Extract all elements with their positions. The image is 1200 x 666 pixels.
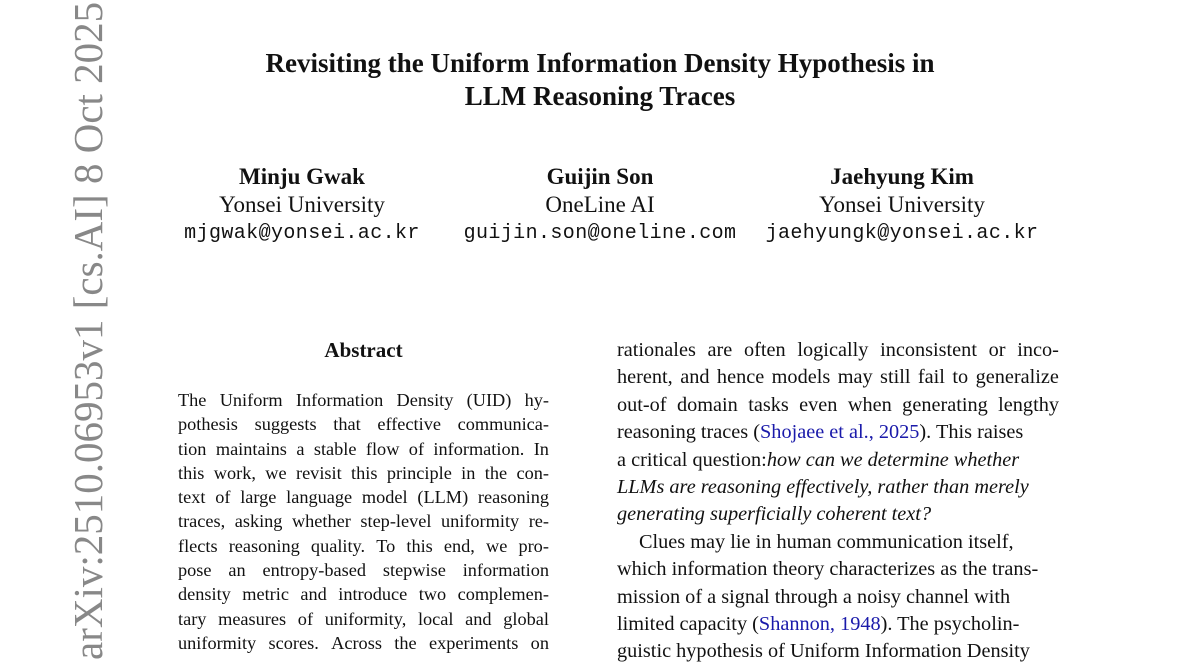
author-block: [152, 163, 452, 249]
body-text: reasoning traces (: [617, 421, 761, 444]
author-name: Guijin Son: [546, 164, 654, 189]
body-line: mission of a signal through a noisy channel with: [617, 585, 1011, 608]
body-line: [617, 501, 1059, 528]
paragraph-start-line: Clues may lie in human communication itself,: [639, 530, 1014, 553]
body-line: [617, 611, 1059, 638]
citation-link[interactable]: Shojaee et al., 2025: [760, 421, 920, 444]
body-line: rationales are often logically inconsistent or inco-: [617, 339, 1059, 361]
body-line: [617, 447, 1059, 474]
abstract-line: uniformity scores. Across the experiments on: [178, 632, 549, 653]
author-email: mjgwak@yonsei.ac.kr: [184, 222, 420, 245]
abstract-line: traces, asking whether step-level uniformity re-: [178, 511, 549, 532]
body-line: [617, 474, 1059, 501]
abstract-line: this work, we revisit this principle in the con-: [178, 462, 549, 483]
abstract-body: [178, 388, 549, 655]
body-line: guistic hypothesis of Uniform Information Density: [617, 640, 1030, 663]
abstract-line: tary measures of uniformity, local and global: [178, 608, 549, 629]
body-text: a critical question:: [617, 448, 767, 471]
abstract-line: pothesis suggests that effective communica-: [178, 414, 549, 435]
citation-link[interactable]: Shannon, 1948: [758, 613, 881, 636]
arxiv-stamp: arXiv:2510.06953v1 [cs.AI] 8 Oct 2025: [65, 1, 111, 660]
emphasis-text: how can we determine whether: [766, 448, 1020, 471]
author-affiliation: Yonsei University: [219, 192, 385, 217]
emphasis-text: LLMs are reasoning effectively, rather than merely: [617, 476, 1029, 499]
author-name: Minju Gwak: [239, 164, 365, 189]
abstract-line: pose an entropy-based stepwise information: [178, 560, 549, 581]
abstract-line: The Uniform Information Density (UID) hy-: [178, 390, 549, 410]
author-email: jaehyungk@yonsei.ac.kr: [765, 222, 1039, 245]
author-affiliation: OneLine AI: [545, 192, 655, 217]
author-affiliation: Yonsei University: [819, 192, 985, 217]
body-line: [617, 419, 1059, 446]
abstract-line: tion maintains a stable flow of information. In: [178, 438, 549, 459]
abstract-line: text of large language model (LLM) reasoning: [178, 487, 549, 508]
emphasis-text: generating superficially coherent text?: [617, 503, 932, 526]
paper-title: [0, 47, 1200, 113]
abstract-heading: Abstract: [324, 338, 403, 362]
body-line: out-of domain tasks even when generating lengthy: [617, 393, 1059, 416]
intro-body: [617, 337, 1059, 666]
body-text: limited capacity (: [617, 613, 759, 636]
body-line: which information theory characterizes as the trans-: [617, 558, 1039, 581]
body-line: herent, and hence models may still fail to generalize: [617, 366, 1059, 389]
author-name: Jaehyung Kim: [830, 164, 974, 189]
author-email: guijin.son@oneline.com: [463, 222, 737, 245]
author-block: [450, 163, 750, 249]
abstract-line: flects reasoning quality. To this end, we pro-: [178, 535, 549, 556]
body-text: ). The psycholin-: [880, 613, 1020, 636]
abstract-line: density metric and introduce two complemen-: [178, 584, 549, 605]
body-text: ). This raises: [919, 421, 1024, 444]
author-block: [752, 163, 1052, 249]
title-line-2: LLM Reasoning Traces: [464, 81, 736, 111]
title-line-1: Revisiting the Uniform Information Density Hypothesis in: [265, 48, 935, 78]
